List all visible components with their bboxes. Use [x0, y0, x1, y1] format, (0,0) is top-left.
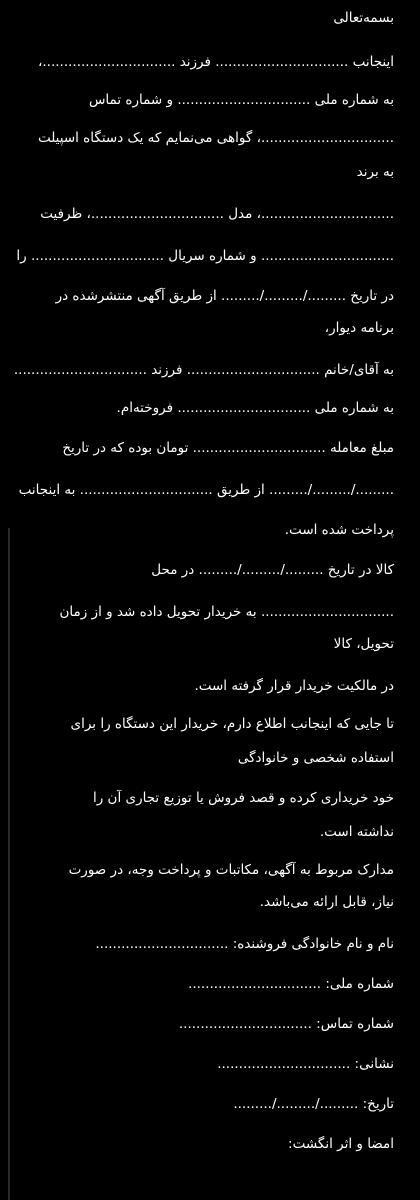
document-line: نشانی: ...............................	[217, 1056, 394, 1072]
document-line: نیاز، قابل ارائه می‌باشد.	[259, 894, 394, 910]
document-line: اینجانب ............................... فرزند ...............................،	[38, 54, 394, 70]
document-line: در مالکیت خریدار قرار گرفته است.	[194, 678, 394, 694]
document-line: به برند	[356, 164, 394, 180]
document-line: به شماره ملی ............................... فروخته‌ام.	[116, 400, 394, 416]
document-line: ............................... به خریدار تحویل داده شد و از زمان	[59, 604, 394, 620]
document-line: نداشته است.	[319, 824, 394, 840]
document-line: استفاده شخصی و خانوادگی	[237, 750, 394, 766]
document-line: ...............................، گواهی می‌نمایم که یک دستگاه اسپیلت	[37, 130, 394, 146]
document-line: در تاریخ ........./........./......... از طریق آگهی منتشرشده در	[55, 288, 394, 304]
document-line: شماره تماس: ...............................	[178, 1016, 394, 1032]
document-line: ...............................، مدل ...............................، ظرفیت	[40, 206, 394, 222]
document-line: مدارک مربوط به آگهی، مکاتبات و پرداخت وجه، در صورت	[68, 862, 394, 878]
document-line: کالا در تاریخ ........./........./......... در محل	[151, 562, 394, 578]
scrollbar-track[interactable]	[8, 528, 10, 1200]
document-line: مبلغ معامله ............................... تومان بوده که در تاریخ	[62, 440, 394, 456]
document-line: خود خریداری کرده و قصد فروش یا توزیع تجاری آن را	[92, 790, 394, 806]
document-line: تا جایی که اینجانب اطلاع دارم، خریدار این دستگاه را برای	[70, 716, 394, 732]
document-line: تحویل، کالا	[333, 636, 394, 652]
document-line: شماره ملی: ...............................	[188, 976, 394, 992]
document-line: به شماره ملی ............................... و شماره تماس	[88, 92, 394, 108]
document-line: امضا و اثر انگشت:	[288, 1136, 394, 1152]
document-line: بسمه‌تعالی	[333, 10, 394, 26]
document-line: ........./........./......... از طریق ............................... به اینجانب	[18, 482, 394, 498]
document-line: تاریخ: ........./........./.........	[233, 1096, 394, 1112]
document-line: نام و نام خانوادگی فروشنده: ...............................	[95, 936, 394, 952]
document-line: برنامه دیوار،	[324, 320, 394, 336]
document-line: ............................... و شماره سریال ............................... را	[16, 248, 394, 264]
document-line: پرداخت شده است.	[284, 522, 394, 538]
document-line: به آقای/خانم ............................... فرزند ...............................	[13, 362, 394, 378]
